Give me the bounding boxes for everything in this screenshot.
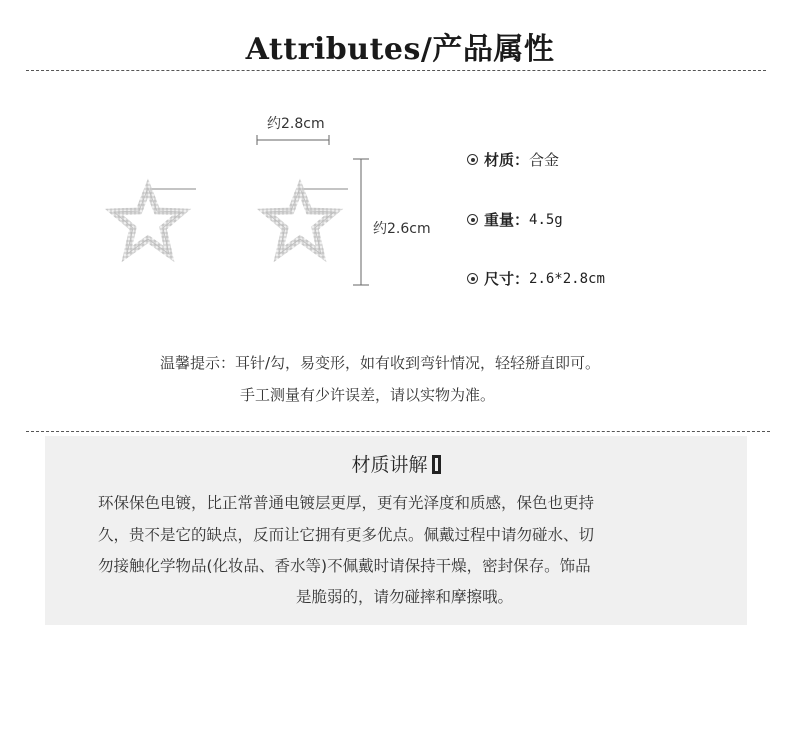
bullet-icon [467,154,478,165]
page-title: Attributes/产品属性 [245,32,555,67]
spec-size: 尺寸： 2.6*2.8cm [467,268,605,289]
material-title: 材质讲解 [45,450,747,477]
tip-line-2: 手工测量有少许误差，请以实物为准。 [240,386,496,404]
star-earring-left [114,188,196,254]
bullet-icon [467,273,478,284]
material-line: 环保保色电镀，比正常普通电镀层更厚，更有光泽度和质感，保色也更持 [98,494,595,512]
tip-line-1: 温馨提示：耳针/勾，易变形，如有收到弯针情况，轻轻掰直即可。 [160,354,601,372]
height-dimension-line [353,159,369,285]
spec-weight: 重量： 4.5g [467,209,563,230]
star-earring-right [266,188,348,254]
width-label: 约2.8cm [267,116,325,132]
bullet-icon [467,214,478,225]
width-dimension-line [257,135,329,145]
material-panel [45,436,747,625]
material-line: 勿接触化学物品(化妆品、香水等)不佩戴时请保持干燥，密封保存。饰品 [98,557,591,575]
spec-material: 材质： 合金 [467,149,559,170]
divider-bottom [26,431,770,432]
height-label: 约2.6cm [373,221,431,237]
marker-icon [432,455,441,474]
material-line: 久，贵不是它的缺点，反而让它拥有更多优点。佩戴过程中请勿碰水、切 [98,526,595,544]
product-illustration [0,0,800,340]
material-line: 是脆弱的，请勿碰摔和摩擦哦。 [296,588,514,606]
